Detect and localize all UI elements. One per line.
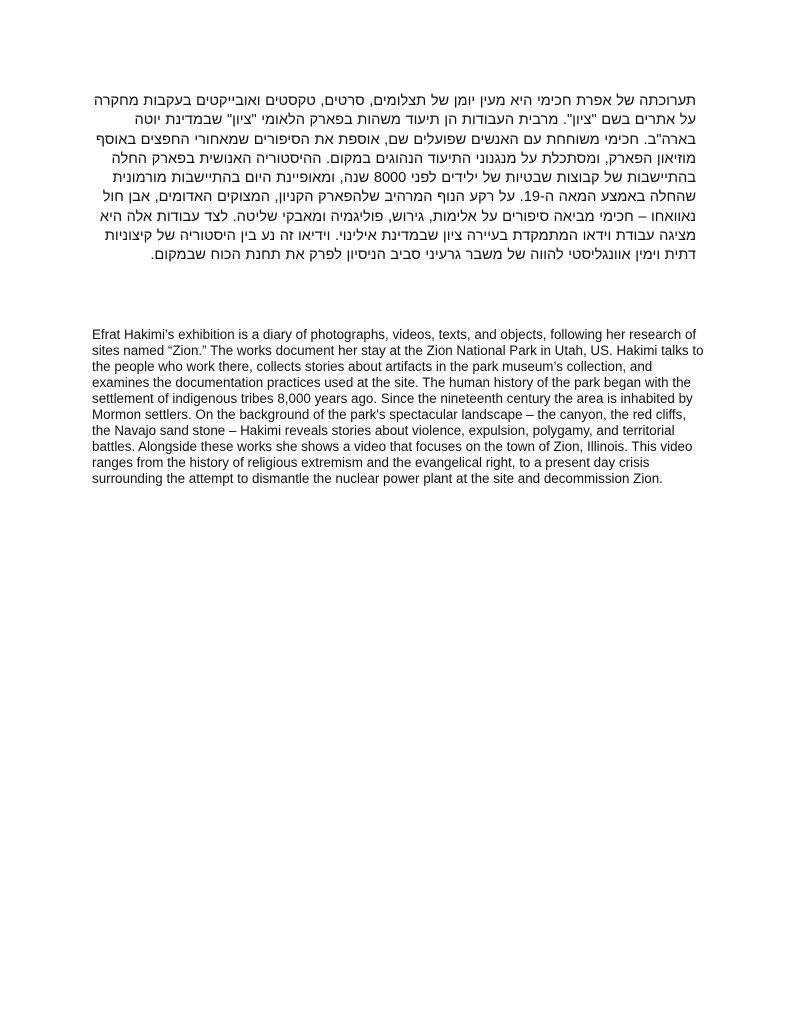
hebrew-paragraph: תערוכתה של אפרת חכימי היא מעין יומן של תצלומים, סרטים, טקסטים ואובייקטים בעקבות מחקרה על אתרים בשם "ציון". מרבית העבודות הן תיעוד משהות בפארק הלאומי "ציון" שבמדינת יוטה בארה"ב. חכימי משוחחת עם האנשים שפועלים שם, אוספת את הסיפורים שמאחורי החפצים באוסף מוזיאון הפארק, ומסתכלת על מנגנוני התיעוד הנהוגים במקום. ההיסטוריה האנושית בפארק החלה בהתיישבות של קבוצות שבטיות של ילידים לפני 8000 שנה, ומאופיינת היום בהתיישבות מורמונית שהחלה באמצע המאה ה-19. על רקע הנוף המרהיב שלהפארק הקניון, המצוקים האדומים, אבן חול נאוואחו – חכימי מביאה סיפורים על אלימות, גירוש, פוליגמיה ומאבקי שליטה. לצד עבודות אלה היא מציגה עבודת וידאו המתמקדת בעיירה ציון שבמדינת אילינוי. וידיאו זה נע בין היסטוריה של קיצוניות דתית וימין אוונגליסטי להווה של משבר גרעיני סביב הניסיון לפרק את תחנת הכוח שבמקום. bbox=[93, 93, 696, 264]
hebrew-text-block bbox=[92, 92, 696, 266]
english-paragraph: Efrat Hakimi’s exhibition is a diary of photographs, videos, texts, and objects, following her research of sites named “Zion.” The works document her stay at the Zion National Park in Utah, US. Hakimi talks to the people who work there, collects stories about artifacts in the park museum’s collection, and examines the documentation practices used at the site. The human history of the park began with the settlement of indigenous tribes 8,000 years ago. Since the nineteenth century the area is inhabited by Mormon settlers. On the background of the park's spectacular landscape – the canyon, the red cliffs, the Navajo sand stone – Hakimi reveals stories about violence, expulsion, polygamy, and territorial battles. Alongside these works she shows a video that focuses on the town of Zion, Illinois. This video ranges from the history of religious extremism and the evangelical right, to a present day crisis surrounding the attempt to dismantle the nuclear power plant at the site and decommission Zion. bbox=[92, 327, 704, 486]
english-text-block bbox=[92, 327, 704, 487]
